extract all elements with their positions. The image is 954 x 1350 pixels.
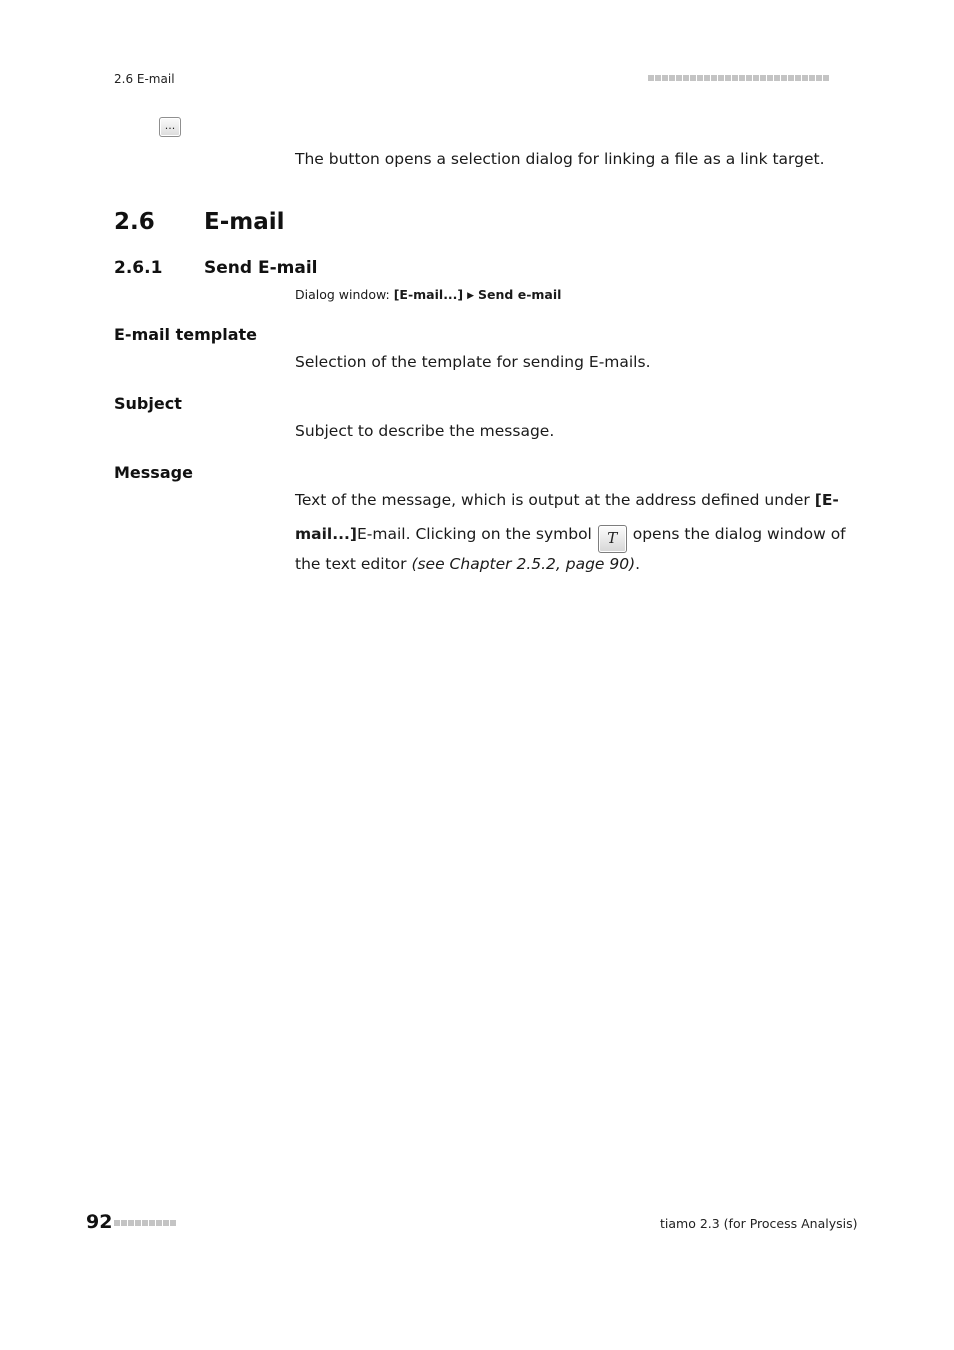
field-description-message xyxy=(295,489,846,575)
dialog-path-menu: [E-mail...] xyxy=(393,287,464,302)
header-decoration xyxy=(648,75,829,81)
dialog-path xyxy=(295,287,561,302)
field-label-subject: Subject xyxy=(114,394,182,413)
message-bold-menu-end: mail...] xyxy=(295,525,357,543)
section-title: E-mail xyxy=(204,209,285,235)
text-editor-icon: T xyxy=(598,525,627,553)
section-number: 2.6 xyxy=(114,209,155,235)
dialog-path-prefix: Dialog window: xyxy=(295,287,394,302)
chapter-reference-link[interactable]: (see Chapter 2.5.2, page 90) xyxy=(411,555,636,573)
message-bold-menu-start: [E- xyxy=(814,491,839,509)
message-line-1 xyxy=(295,489,839,511)
arrow-right-icon: ▶ xyxy=(467,291,475,301)
message-text: Text of the message, which is output at the address defined under xyxy=(295,491,815,509)
intro-text: The button opens a selection dialog for linking a file as a link target. xyxy=(295,150,825,168)
message-text: . xyxy=(635,555,641,573)
message-line-3 xyxy=(295,553,830,575)
field-description-subject: Subject to describe the message. xyxy=(295,422,555,440)
footer-decoration xyxy=(114,1220,176,1226)
message-line-2 xyxy=(295,523,846,553)
running-head: 2.6 E-mail xyxy=(114,72,175,86)
subsection-number: 2.6.1 xyxy=(114,258,163,278)
subsection-title: Send E-mail xyxy=(204,258,318,278)
dialog-path-target: Send e-mail xyxy=(478,287,562,302)
field-description-email-template: Selection of the template for sending E-mails. xyxy=(295,353,651,371)
page-number: 92 xyxy=(86,1211,113,1233)
footer-product: tiamo 2.3 (for Process Analysis) xyxy=(660,1216,858,1231)
message-text: opens the dialog window of xyxy=(627,525,846,543)
message-text: the text editor xyxy=(295,555,412,573)
ellipsis-button-icon: ... xyxy=(159,117,181,137)
field-label-message: Message xyxy=(114,463,193,482)
message-text: E-mail. Clicking on the symbol xyxy=(357,525,597,543)
field-label-email-template: E-mail template xyxy=(114,325,257,344)
